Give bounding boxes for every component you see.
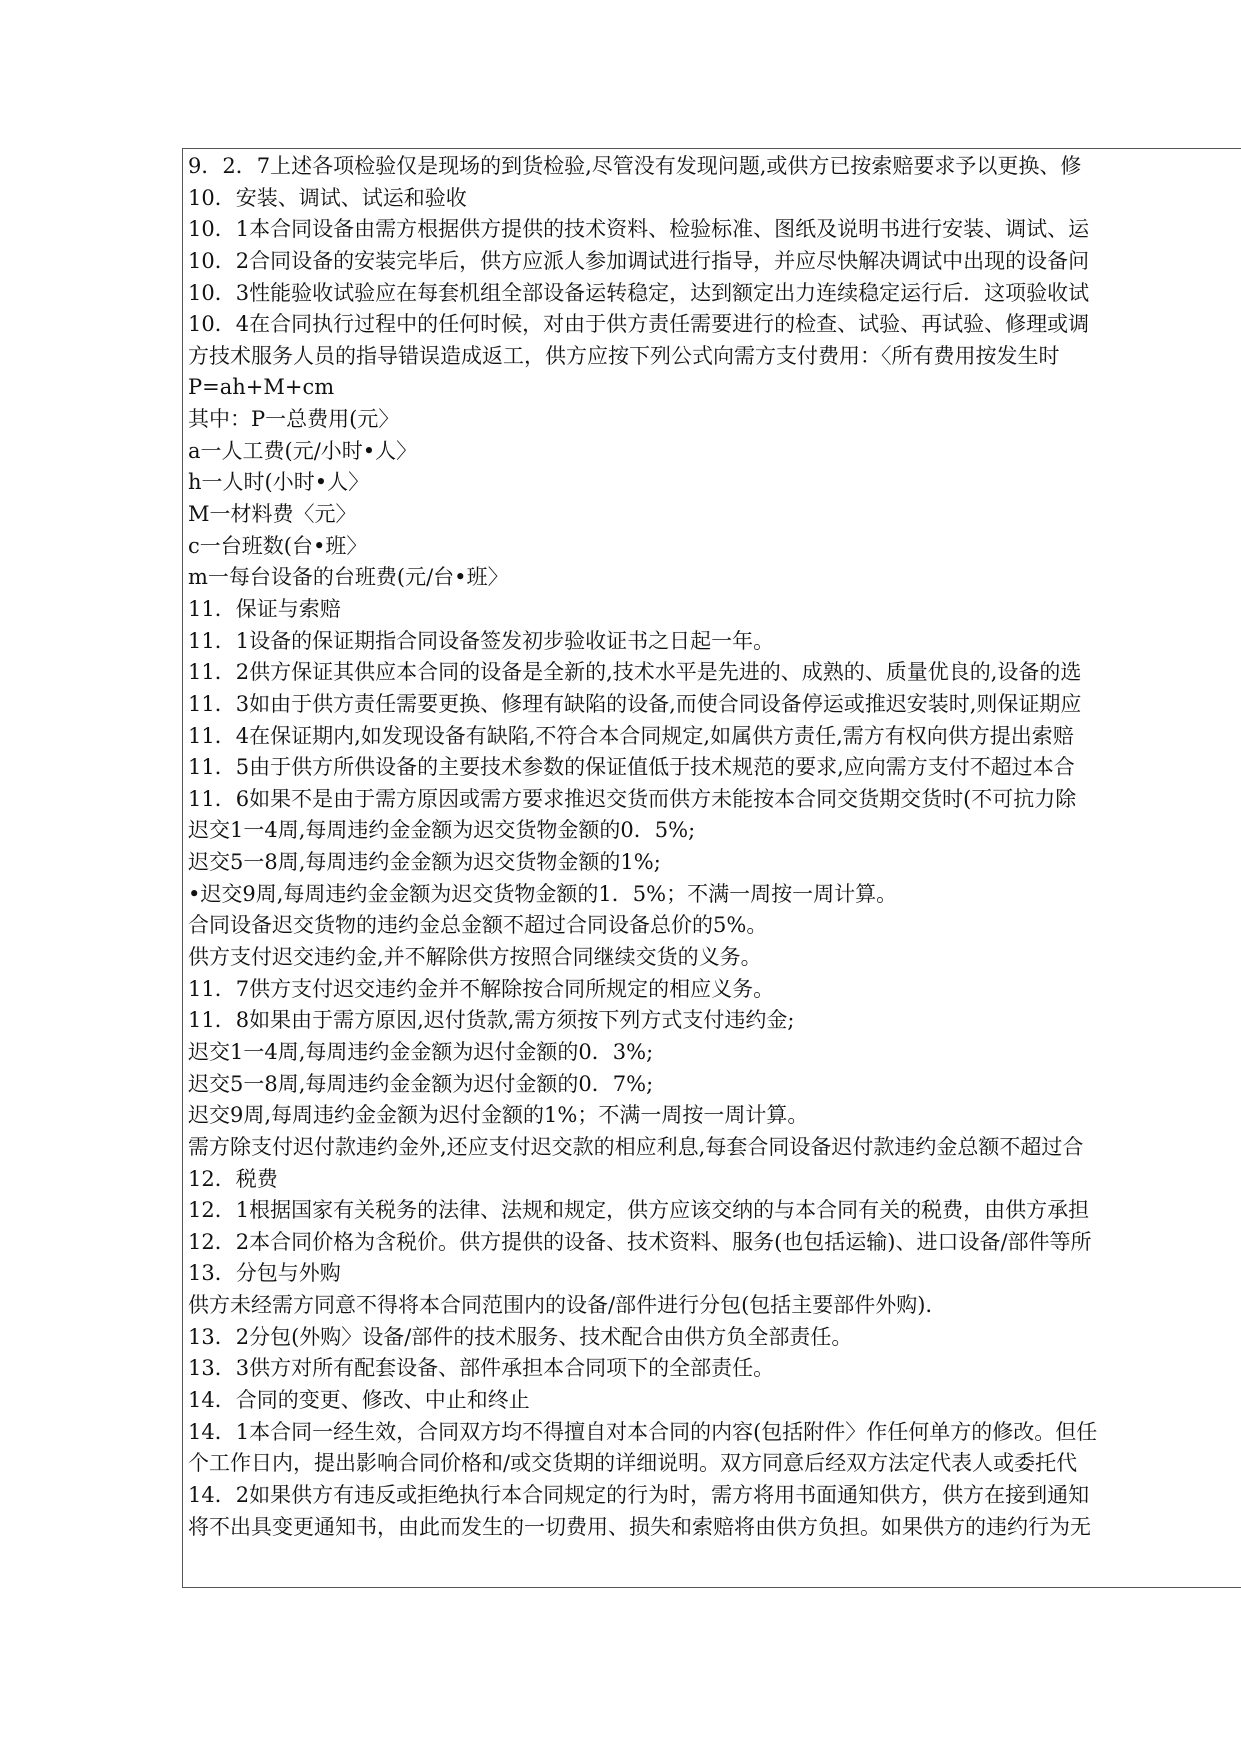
text-line: 迟交5一8周,每周违约金金额为迟交货物金额的1%; xyxy=(188,850,661,875)
text-line: 11．5由于供方所供设备的主要技术参数的保证值低于技术规范的要求,应向需方支付不超过本合 xyxy=(188,755,1075,780)
text-line: 迟交1一4周,每周违约金金额为迟付金额的0．3%; xyxy=(188,1039,654,1064)
contract-text-frame xyxy=(182,148,1241,1588)
text-line: 11．4在保证期内,如发现设备有缺陷,不符合本合同规定,如属供方责任,需方有权向供方提出索赔 xyxy=(188,723,1074,748)
text-line: 12．1根据国家有关税务的法律、法规和规定，供方应该交纳的与本合同有关的税费，由供方承担 xyxy=(188,1198,1090,1223)
text-line: 迟交1一4周,每周违约金金额为迟交货物金额的0．5%; xyxy=(188,818,696,843)
text-line: 11．8如果由于需方原因,迟付货款,需方须按下列方式支付违约金; xyxy=(188,1008,795,1033)
text-line: 13．3供方对所有配套设备、部件承担本合同项下的全部责任。 xyxy=(188,1356,775,1381)
text-line: 11．6如果不是由于需方原因或需方要求推迟交货而供方未能按本合同交货期交货时(不可抗力除 xyxy=(188,786,1077,811)
formula-legend-line: c一台班数(台•班〉 xyxy=(188,533,368,558)
text-line: 11．2供方保证其供应本合同的设备是全新的,技术水平是先进的、成熟的、质量优良的,设备的选 xyxy=(188,660,1082,685)
text-line: 需方除支付迟付款违约金外,还应支付迟交款的相应利息,每套合同设备迟付款违约金总额不超过合 xyxy=(188,1134,1084,1159)
formula-legend-line: h一人时(小时•人〉 xyxy=(188,470,370,495)
section-heading-14: 14．合同的变更、修改、中止和终止 xyxy=(188,1387,530,1412)
section-heading-13: 13．分包与外购 xyxy=(188,1261,341,1286)
text-line: 11．3如由于供方责任需要更换、修理有缺陷的设备,而使合同设备停运或推迟安装时,则保证期应 xyxy=(188,691,1082,716)
section-heading-11: 11．保证与索赔 xyxy=(188,596,341,621)
text-line: 迟交9周,每周违约金金额为迟付金额的1%；不满一周按一周计算。 xyxy=(188,1103,809,1128)
text-line: 11．1设备的保证期指合同设备签发初步验收证书之日起一年。 xyxy=(188,628,775,653)
text-line: 10．1本合同设备由需方根据供方提供的技术资料、检验标准、图纸及说明书进行安装、调试、运 xyxy=(188,217,1090,242)
text-line: 14．2如果供方有违反或拒绝执行本合同规定的行为时，需方将用书面通知供方，供方在接到通知 xyxy=(188,1482,1090,1507)
text-line: 10．3性能验收试验应在每套机组全部设备运转稳定，达到额定出力连续稳定运行后．这项验收试 xyxy=(188,280,1090,305)
text-line: 供方未经需方同意不得将本合同范围内的设备/部件进行分包(包括主要部件外购)． xyxy=(188,1293,947,1318)
text-line: 迟交5一8周,每周违约金金额为迟付金额的0．7%; xyxy=(188,1071,654,1096)
text-line: 10．2合同设备的安装完毕后，供方应派人参加调试进行指导，并应尽快解决调试中出现的设备问 xyxy=(188,248,1090,273)
text-line: 11．7供方支付迟交违约金并不解除按合同所规定的相应义务。 xyxy=(188,976,775,1001)
text-line: 12．2本合同价格为含税价。供方提供的设备、技术资料、服务(也包括运输)、进口设备/部件等所 xyxy=(188,1229,1092,1254)
text-line: 个工作日内，提出影响合同价格和/或交货期的详细说明。双方同意后经双方法定代表人或委托代 xyxy=(188,1451,1078,1476)
formula-legend-line: m一每台设备的台班费(元/台•班〉 xyxy=(188,565,509,590)
formula-legend-line: 其中：P一总费用(元〉 xyxy=(188,407,400,432)
formula-legend-line: a一人工费(元/小时•人〉 xyxy=(188,438,418,463)
text-line: 将不出具变更通知书，由此而发生的一切费用、损失和索赔将由供方负担。如果供方的违约行为无 xyxy=(188,1514,1091,1539)
formula-legend-line: M一材料费〈元〉 xyxy=(188,502,357,527)
text-line: 9．2．7上述各项检验仅是现场的到货检验,尽管没有发现问题,或供方已按索赔要求予以更换、修 xyxy=(188,154,1082,178)
text-line: •迟交9周,每周违约金金额为迟交货物金额的1．5%；不满一周按一周计算。 xyxy=(188,881,898,906)
text-line: 合同设备迟交货物的违约金总金额不超过合同设备总价的5%。 xyxy=(188,913,768,938)
formula-line: P=ah+M+cm xyxy=(188,375,335,400)
text-line: 供方支付迟交违约金,并不解除供方按照合同继续交货的义务。 xyxy=(188,945,762,970)
text-line: 方技术服务人员的指导错误造成返工，供方应按下列公式向需方支付费用：〈所有费用按发生时 xyxy=(188,343,1060,368)
text-line: 14．1本合同一经生效，合同双方均不得擅自对本合同的内容(包括附件〉作任何单方的修改。但任 xyxy=(188,1419,1098,1444)
contract-text-body xyxy=(188,151,1241,1543)
text-line: 10．4在合同执行过程中的任何时候，对由于供方责任需要进行的检查、试验、再试验、修理或调 xyxy=(188,312,1090,337)
section-heading-10: 10．安装、调试、试运和验收 xyxy=(188,185,467,210)
text-line: 13．2分包(外购〉设备/部件的技术服务、技术配合由供方负全部责任。 xyxy=(188,1324,853,1349)
section-heading-12: 12．税费 xyxy=(188,1166,278,1191)
